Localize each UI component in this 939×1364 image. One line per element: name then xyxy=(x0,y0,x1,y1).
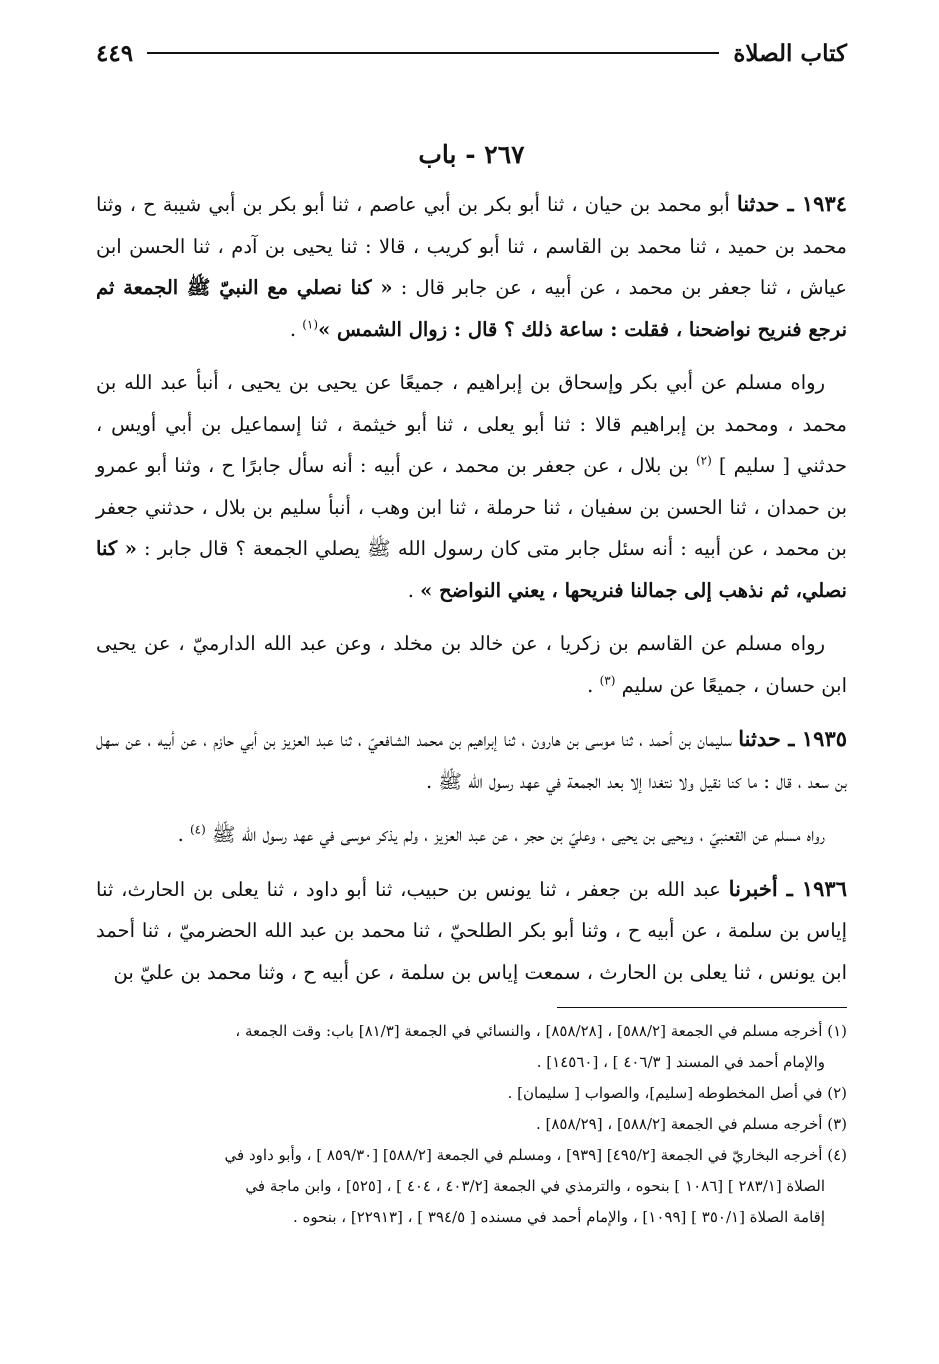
footnote-4-cont: الصلاة [٢٨٣/١ ] [١٠٨٦ ] بنحوه ، والترمذي في الجمعة [٤٠٣/٢ ، ٤٠٤ ] ، [٥٢٥] ، وابن ماجة في xyxy=(245,1177,825,1195)
page-number: ٤٤٩ xyxy=(96,39,134,67)
footnote-ref-2: (٢) xyxy=(695,453,712,468)
takhrij-text-end: . xyxy=(177,823,190,846)
takhrij-text-end: . xyxy=(587,673,600,697)
takhrij-text: رواه مسلم عن القاسم بن زكريا ، عن خالد بن مخلد ، وعن عبد الله الدارميّ ، عن يحيى ابن حسان ، جميعًا عن سليم xyxy=(96,632,847,697)
hadith-matn: « كنا نصلي مع النبيّ ﷺ الجمعة ثم نرجع فنريح نواضحنا ، فقلت : ساعة ذلك ؟ قال : زوال الشمس » xyxy=(96,276,847,341)
footnote-ref-3: (٣) xyxy=(599,673,616,687)
footnote-1: (١) أخرجه مسلم في الجمعة [٥٨٨/٢] ، [٨٥٨/٢٨] ، والنسائي في الجمعة [٨١/٣] باب: وقت الجمعة ، xyxy=(235,1022,847,1040)
hadith-text-end: . xyxy=(289,317,303,341)
hadith-text: سليمان بن أحمد ، ثنا موسى بن هارون ، ثنا إبراهيم بن محمد الشافعيّ ، ثنا عبد العزيز بن أبي حازم ، عن أبيه ، عن سهل بن سعد ، قال : ما كنا نقيل ولا نتغدا إلا بعد الجمعة في عهد رسول الله ﷺ . xyxy=(96,728,847,793)
footnote-4-cont-2: إقامة الصلاة [٣٥٠/١ ] [١٠٩٩] ، والإمام أحمد في مسنده [ ٣٩٤/٥ ] ، [٢٢٩١٣] ، بنحوه . xyxy=(292,1208,825,1226)
hadith-1934 xyxy=(96,183,847,350)
takhrij-1934-b xyxy=(96,623,847,706)
hadith-1936 xyxy=(96,868,847,994)
hadith-number: ١٩٣٦ ـ أخبرنا xyxy=(728,875,847,901)
footnote-separator xyxy=(557,1007,847,1008)
footnote-1-cont: والإمام أحمد في المسند [ ٤٠٦/٣ ] ، [١٤٥٦٠] . xyxy=(536,1053,825,1071)
hadith-text: أبو محمد بن حيان ، ثنا أبو بكر بن أبي عاصم ، ثنا أبو بكر بن أبي شيبة ح ، وثنا محمد بن حميد ، ثنا محمد بن القاسم ، ثنا أبو كريب ، قالا : ثنا يحيى بن آدم ، ثنا الحسن ابن عياش ، ثنا جعفر بن محمد ، عن أبيه ، عن جابر قال : xyxy=(96,193,847,299)
footnote-4: (٤) أخرجه البخاريّ في الجمعة [٤٩٥/٢] [٩٣٩] ، ومسلم في الجمعة [٥٨٨/٢] [٨٥٩/٣٠ ] ، وأبو داود في xyxy=(224,1146,847,1164)
footnote-3: (٣) أخرجه مسلم في الجمعة [٥٨٨/٢] ، [٨٥٨/٢٩] . xyxy=(535,1115,847,1133)
takhrij-1934-a xyxy=(96,362,847,611)
footnote-ref-4: (٤) xyxy=(189,822,206,837)
book-title: كتاب الصلاة xyxy=(733,39,847,67)
header-rule xyxy=(147,52,719,54)
hadith-text: عبد الله بن جعفر ، ثنا يونس بن حبيب، ثنا أبو داود ، ثنا يعلى بن الحارث، ثنا إياس بن سلمة ، عن أبيه ح ، وثنا أبو بكر الطلحيّ ، ثنا محمد بن عبد الله الحضرميّ ، ثنا أحمد ابن يونس ، ثنا يعلى بن الحارث ، سمعت إياس بن سلمة ، عن أبيه ح ، وثنا محمد بن عليّ بن xyxy=(96,877,847,984)
takhrij-text: رواه مسلم عن أبي بكر وإسحاق بن إبراهيم ، جميعًا عن يحيى بن يحيى ، أنبأ عبد الله بن محمد ، ومحمد بن إبراهيم قالا : ثنا أبو يعلى ، ثنا أبو خيثمة ، ثنا إسماعيل بن أبي أويس ، حدثني [ سليم ] xyxy=(96,371,847,477)
footnotes xyxy=(96,1016,847,1233)
takhrij-text-cont: بن بلال ، عن جعفر بن محمد ، عن أبيه : أنه سأل جابرًا ح ، وثنا أبو عمرو بن حمدان ، ثنا الحسن بن سفيان ، ثنا حرملة ، ثنا ابن وهب ، أنبأ سليم بن بلال ، حدثني جعفر بن محمد ، عن أبيه : أنه سئل جابر متى كان رسول الله ﷺ يصلي الجمعة ؟ قال جابر : xyxy=(96,454,847,560)
hadith-number: ١٩٣٤ ـ حدثنا xyxy=(736,191,848,216)
footnote-2: (٢) في أصل المخطوطه [سليم]، والصواب [ سليمان] . xyxy=(507,1084,847,1102)
hadith-number: ١٩٣٥ ـ حدثنا xyxy=(738,726,848,751)
takhrij-1935 xyxy=(96,814,847,856)
footnote-ref-1: (١) xyxy=(302,317,319,331)
takhrij-matn: « كنا نصلي، ثم نذهب إلى جمالنا فنريحها ، يعني النواضح » xyxy=(96,537,847,602)
hadith-1935 xyxy=(96,718,847,802)
chapter-heading: ٢٦٧ - باب xyxy=(418,140,525,169)
takhrij-text-end: . xyxy=(407,578,421,602)
takhrij-text: رواه مسلم عن القعنبيّ ، ويحيى بن يحيى ، وعليّ بن حجر ، عن عبد العزيز ، ولم يذكر موسى في عهد رسول الله ﷺ xyxy=(205,823,825,846)
running-header xyxy=(96,28,847,78)
